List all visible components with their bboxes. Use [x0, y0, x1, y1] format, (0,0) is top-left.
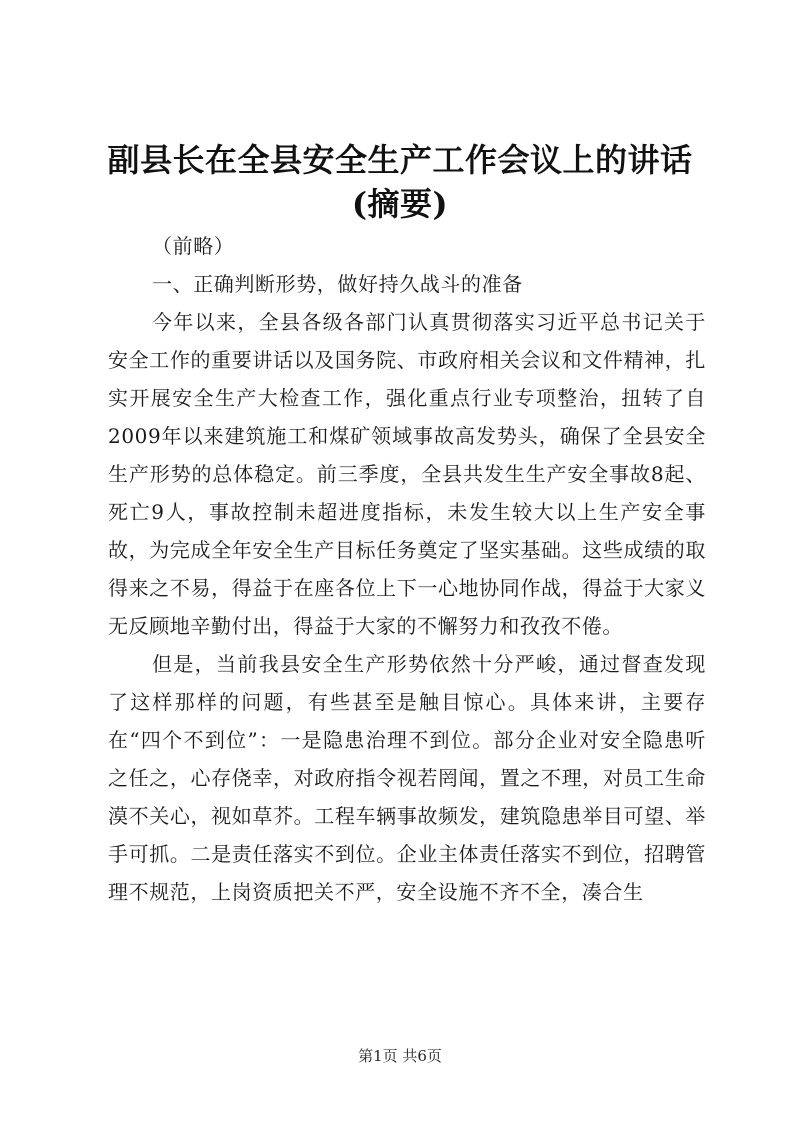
paragraph-problems: 但是，当前我县安全生产形势依然十分严峻，通过督查发现了这样那样的问题，有些甚至是触目惊心。具体来讲，主要存在“四个不到位”：一是隐患治理不到位。部分企业对安全隐患听之任之，心存侥幸，对政府指令视若罔闻，置之不理，对员工生命漠不关心，视如草芥。工程车辆事故频发，建筑隐患举目可望、举手可抓。二是责任落实不到位。企业主体责任落实不到位，招聘管理不规范，上岗资质把关不严，安全设施不齐不全，凑合生 — [108, 652, 706, 904]
document-title: 副县长在全县安全生产工作会议上的讲话(摘要) — [107, 141, 693, 223]
paragraph-achievements: 今年以来，全县各级各部门认真贯彻落实习近平总书记关于安全工作的重要讲话以及国务院、市政府相关会议和文件精神，扎实开展安全生产大检查工作，强化重点行业专项整治，扭转了自2009年以来建筑施工和煤矿领域事故高发势头，确保了全县安全生产形势的总体稳定。前三季度，全县共发生生产安全事故8起、死亡9人，事故控制未超进度指标，未发生较大以上生产安全事故，为完成全年安全生产目标任务奠定了坚实基础。这些成绩的取得来之不易，得益于在座各位上下一心地协同作战，得益于大家义无反顾地辛勤付出，得益于大家的不懈努力和孜孜不倦。 — [108, 310, 706, 638]
paragraph-preface: （前略） — [152, 234, 235, 258]
document-body — [108, 227, 706, 911]
section-heading-1: 一、正确判断形势，做好持久战斗的准备 — [152, 272, 523, 296]
page-footer: 第1页 共6页 — [358, 1047, 442, 1065]
